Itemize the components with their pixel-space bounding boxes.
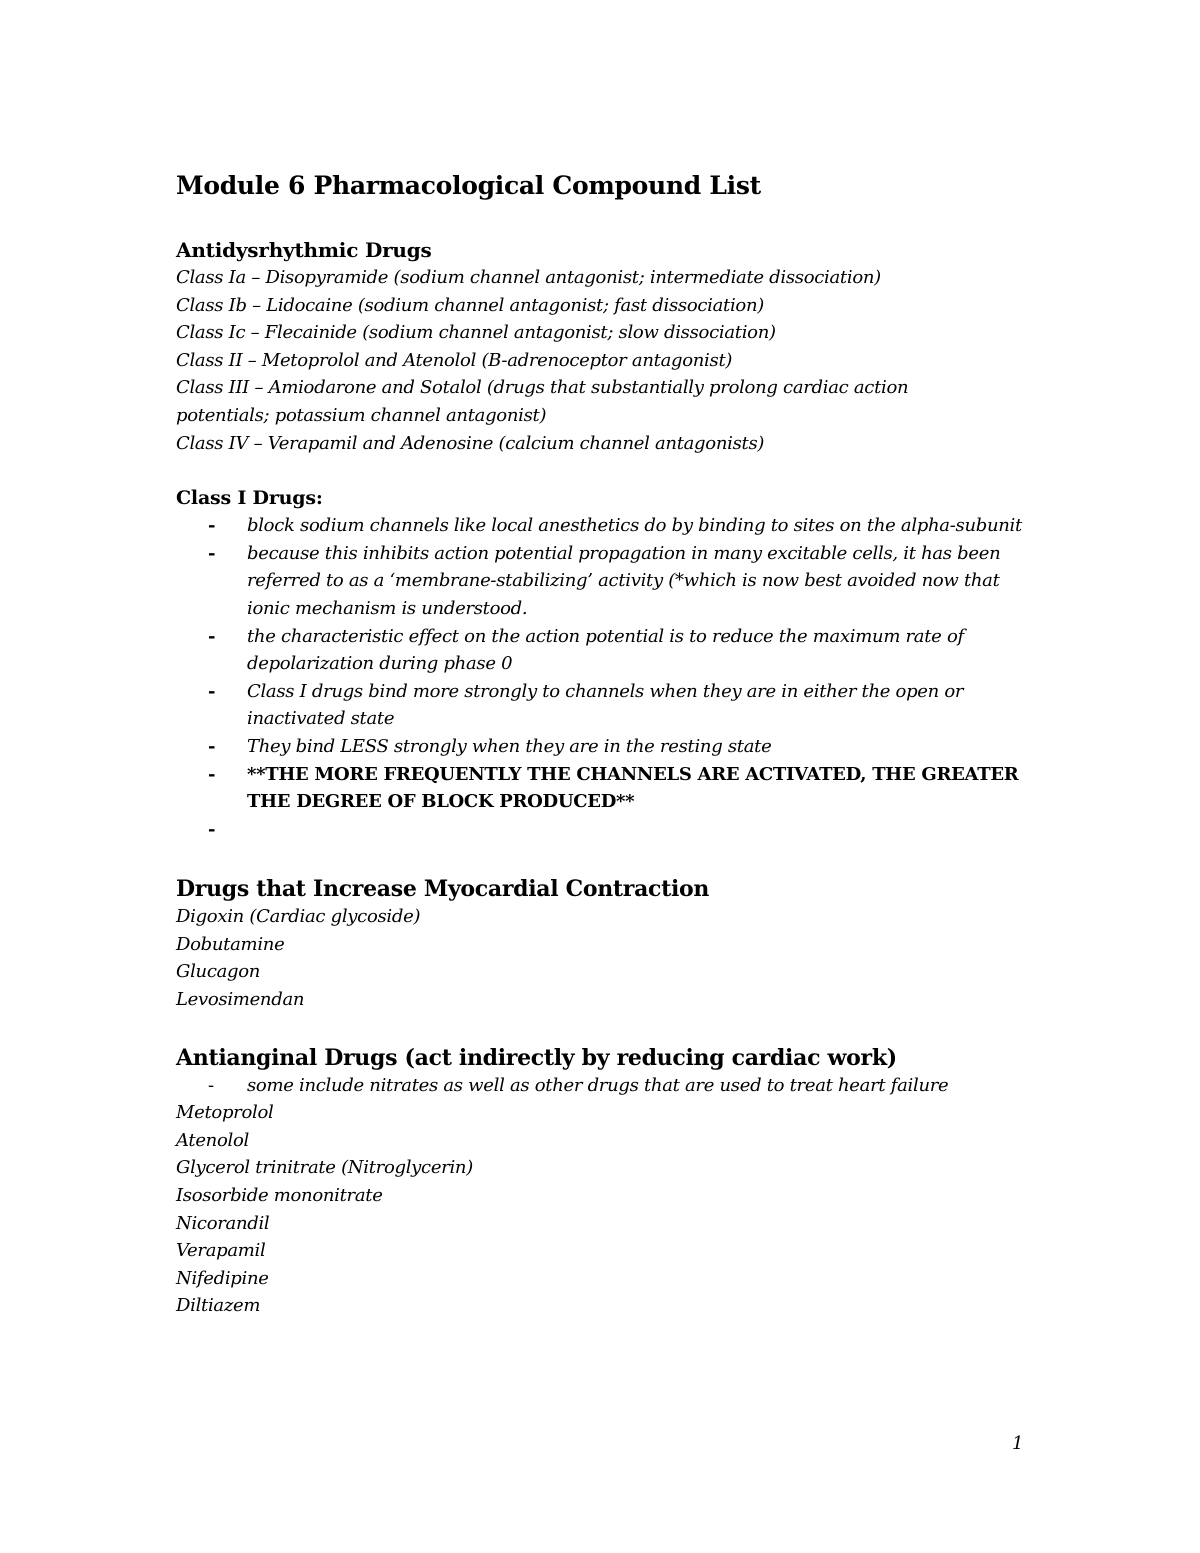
document-page — [176, 166, 1036, 1320]
class-i-section — [176, 484, 1036, 843]
bullet-dash: - — [208, 763, 216, 785]
antianginal-section — [176, 1044, 1036, 1320]
bullet-dash: - — [208, 542, 216, 564]
list-item — [176, 733, 1036, 761]
bullet-dash: - — [208, 1074, 214, 1096]
bullet-text: block sodium channels like local anesthetics do by binding to sites on the alpha-subunit — [247, 515, 1022, 537]
spacer — [176, 457, 1036, 484]
list-item: Metoprolol — [176, 1102, 274, 1124]
bullet-text: some include nitrates as well as other drugs that are used to treat heart failure — [247, 1074, 949, 1096]
bullet-dash: - — [208, 818, 216, 840]
list-item: Verapamil — [176, 1240, 266, 1262]
bullet-dash: - — [208, 625, 216, 647]
list-item — [176, 540, 1036, 623]
class-ib-line: Class Ib – Lidocaine (sodium channel antagonist; fast dissociation) — [176, 294, 764, 316]
list-item: Levosimendan — [176, 989, 305, 1011]
bullet-dash: - — [208, 735, 216, 757]
myocardial-heading: Drugs that Increase Myocardial Contraction — [176, 876, 710, 903]
class-ic-line: Class Ic – Flecainide (sodium channel antagonist; slow dissociation) — [176, 322, 776, 344]
bullet-text-emphasis: **THE MORE FREQUENTLY THE CHANNELS ARE ACTIVATED, THE GREATER THE DEGREE OF BLOCK PRODUCED** — [247, 763, 1019, 813]
list-item — [176, 678, 1036, 733]
bullet-text: They bind LESS strongly when they are in the resting state — [247, 735, 772, 757]
bullet-dash: - — [208, 515, 216, 537]
antidysrhythmic-heading: Antidysrhythmic Drugs — [176, 238, 432, 262]
list-item — [176, 761, 1036, 816]
spacer — [176, 843, 1036, 875]
bullet-text: because this inhibits action potential propagation in many excitable cells, it has been referred to as a ‘membrane-stabilizing’ activity (*which is now best avoided now that ionic mechanism is understood. — [247, 542, 1001, 619]
class-ia-line: Class Ia – Disopyramide (sodium channel antagonist; intermediate dissociation) — [176, 267, 881, 288]
list-item: Digoxin (Cardiac glycoside) — [176, 906, 421, 928]
page-title: Module 6 Pharmacological Compound List — [176, 171, 761, 200]
list-item: Diltiazem — [176, 1295, 261, 1317]
spacer — [176, 1014, 1036, 1044]
antidysrhythmic-section — [176, 236, 1036, 457]
list-item: Glycerol trinitrate (Nitroglycerin) — [176, 1157, 473, 1179]
class-ii-line: Class II – Metoprolol and Atenolol (B-adrenoceptor antagonist) — [176, 349, 733, 371]
list-item: Nicorandil — [176, 1212, 270, 1234]
spacer — [176, 206, 1036, 236]
antianginal-note — [176, 1072, 1036, 1100]
class-iii-line-continued: potentials; potassium channel antagonist) — [176, 404, 547, 426]
class-iv-line: Class IV – Verapamil and Adenosine (calcium channel antagonists) — [176, 432, 765, 454]
list-item — [176, 816, 1036, 844]
bullet-text: Class I drugs bind more strongly to channels when they are in either the open or inactivated state — [247, 680, 964, 730]
myocardial-section — [176, 875, 1036, 1013]
class-iii-line: Class III – Amiodarone and Sotalol (drugs that substantially prolong cardiac action — [176, 377, 909, 399]
bullet-text: the characteristic effect on the action potential is to reduce the maximum rate of depolarization during phase 0 — [247, 625, 964, 675]
list-item: Nifedipine — [176, 1267, 269, 1289]
list-item — [176, 512, 1036, 540]
list-item: Atenolol — [176, 1129, 249, 1151]
list-item: Dobutamine — [176, 933, 285, 955]
list-item: Glucagon — [176, 961, 261, 983]
list-item — [176, 623, 1036, 678]
antianginal-heading: Antianginal Drugs (act indirectly by reducing cardiac work) — [176, 1044, 897, 1071]
list-item: Isosorbide mononitrate — [176, 1185, 383, 1207]
class-i-heading: Class I Drugs: — [176, 487, 323, 510]
bullet-dash: - — [208, 680, 216, 702]
page-number: 1 — [1012, 1433, 1024, 1454]
bullet-text-empty — [247, 819, 252, 840]
class-i-bullet-list — [176, 512, 1036, 843]
